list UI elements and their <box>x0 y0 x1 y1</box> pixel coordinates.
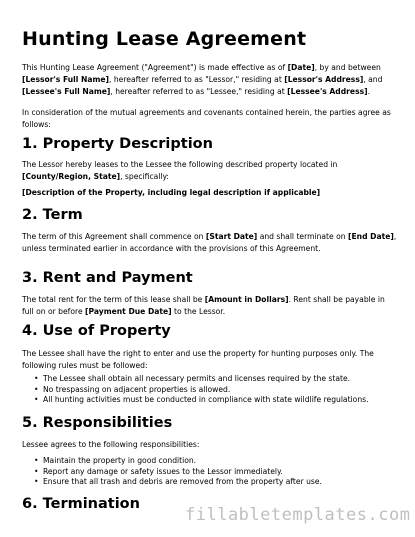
list-item: • All hunting activities must be conducted in compliance with state wildlife regulations. <box>34 395 399 406</box>
intro-text: , by and between <box>314 63 381 72</box>
lessor-name-placeholder: [Lessor's Full Name] <box>22 75 110 84</box>
section-text: The term of this Agreement shall commence on <box>22 232 206 241</box>
use-rules-list <box>22 374 399 406</box>
start-date-placeholder: [Start Date] <box>205 232 258 241</box>
section-heading-use-of-property: 4. Use of Property <box>22 323 171 339</box>
section-heading-termination: 6. Termination <box>22 496 140 512</box>
section-text: and shall terminate on <box>257 232 348 241</box>
section-text: , unless terminated earlier in accordance with the provisions of this Agreement. <box>22 232 397 253</box>
section-text: , specifically: <box>120 172 169 181</box>
use-of-property-paragraph: The Lessee shall have the right to enter and use the property for hunting purposes only. The following rules must be followed: <box>22 349 374 370</box>
responsibilities-list <box>22 456 399 488</box>
section-text: . Rent shall be payable in full on or before <box>22 295 385 316</box>
intro-text: , hereafter referred to as "Lessor," residing at <box>109 75 285 84</box>
section-heading-term: 2. Term <box>22 207 83 223</box>
county-placeholder: [County/Region, State] <box>22 172 121 181</box>
term-paragraph <box>22 231 397 255</box>
intro-text: This Hunting Lease Agreement ("Agreement") is made effective as of <box>22 63 288 72</box>
end-date-placeholder: [End Date] <box>348 232 394 241</box>
responsibilities-paragraph: Lessee agrees to the following responsibilities: <box>22 440 200 449</box>
section-text: The Lessor hereby leases to the Lessee the following described property located in <box>22 160 338 169</box>
payment-due-date-placeholder: [Payment Due Date] <box>85 307 172 316</box>
list-item: • No trespassing on adjacent properties is allowed. <box>34 385 399 396</box>
document-title: Hunting Lease Agreement <box>22 28 307 50</box>
intro-text: , hereafter referred to as "Lessee," residing at <box>110 87 288 96</box>
property-description-paragraph <box>22 159 397 183</box>
section-heading-rent: 3. Rent and Payment <box>22 270 193 286</box>
list-item: • The Lessee shall obtain all necessary permits and licenses required by the state. <box>34 374 399 385</box>
list-item: • Report any damage or safety issues to the Lessor immediately. <box>34 467 399 478</box>
list-item: • Maintain the property in good condition. <box>34 456 399 467</box>
section-heading-responsibilities: 5. Responsibilities <box>22 415 173 431</box>
date-placeholder: [Date] <box>287 63 315 72</box>
property-details-placeholder: [Description of the Property, including legal description if applicable] <box>22 188 321 197</box>
intro-text: , and <box>363 75 383 84</box>
lessee-name-placeholder: [Lessee's Full Name] <box>22 87 111 96</box>
rent-paragraph <box>22 294 397 318</box>
intro-text: . <box>367 87 371 96</box>
amount-placeholder: [Amount in Dollars] <box>204 295 289 304</box>
section-text: to the Lessor. <box>171 307 226 316</box>
watermark: fillabletemplates.com <box>185 505 411 525</box>
lessee-address-placeholder: [Lessee's Address] <box>287 87 368 96</box>
lessor-address-placeholder: [Lessor's Address] <box>284 75 364 84</box>
property-description-placeholder <box>22 187 397 199</box>
section-heading-property-description: 1. Property Description <box>22 136 213 152</box>
section-text: The total rent for the term of this lease shall be <box>22 295 205 304</box>
list-item: • Ensure that all trash and debris are removed from the property after use. <box>34 477 399 488</box>
consideration-paragraph: In consideration of the mutual agreements and covenants contained herein, the parties agree as follows: <box>22 108 391 129</box>
intro-paragraph <box>22 62 397 98</box>
